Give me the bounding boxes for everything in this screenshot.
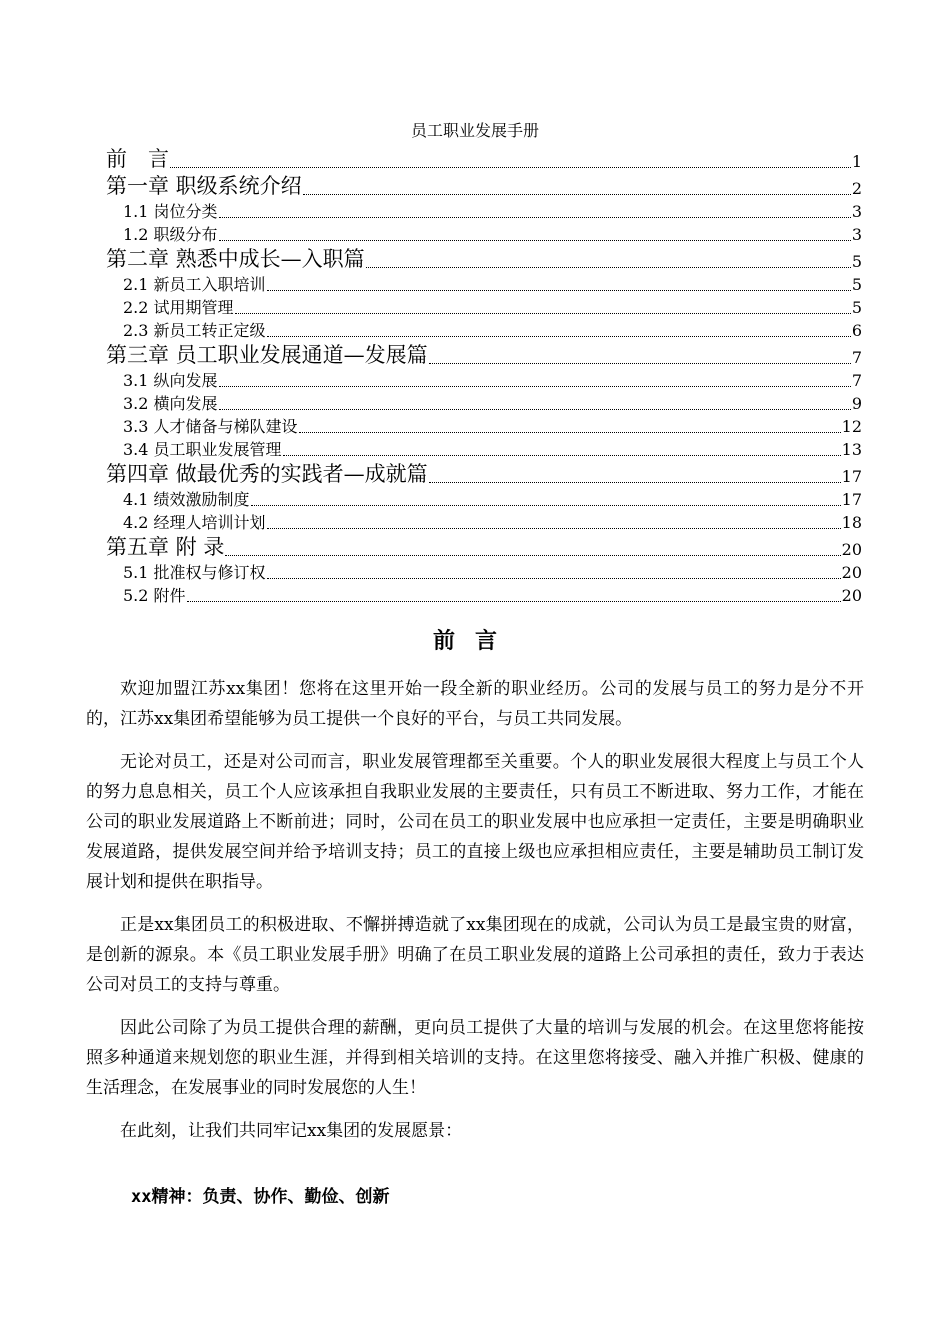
toc-leader-dots [366,266,851,268]
toc-page-number: 20 [841,540,862,559]
toc-section-entry[interactable] [106,319,862,342]
toc-page-number: 12 [841,417,862,436]
toc-chapter-entry[interactable] [106,534,862,561]
toc-page-number: 9 [851,394,862,413]
toc-page-number: 5 [851,298,862,317]
toc-leader-dots [219,385,851,387]
body-text [86,674,864,1159]
paragraph: 无论对员工，还是对公司而言，职业发展管理都至关重要。个人的职业发展很大程度上与员工个人的努力息息相关，员工个人应该承担自我职业发展的主要责任，只有员工不断进取、努力工作，才能在公司的职业发展道路上不断前进；同时，公司在员工的职业发展中也应承担一定责任，主要是明确职业发展道路，提供发展空间并给予培训支持；员工的直接上级也应承担相应责任，主要是辅助员工制订发展计划和提供在职指导。 [86,752,864,892]
toc-entry-title: 第四章 做最优秀的实践者—成就篇 [106,462,428,486]
toc-page-number: 20 [841,563,862,582]
toc-section-entry[interactable] [106,584,862,607]
toc-section-entry[interactable] [106,415,862,438]
toc-leader-dots [187,600,841,602]
toc-leader-dots [267,527,841,529]
toc-page-number: 3 [851,225,862,244]
toc-entry-title: 2.1 新员工入职培训 [123,275,266,294]
company-spirit: xx精神：负责、协作、勤俭、创新 [131,1187,390,1207]
toc-section-entry[interactable] [106,200,862,223]
toc-entry-title: 前 言 [106,147,169,171]
toc-entry-title: 3.4 员工职业发展管理 [123,440,282,459]
toc-leader-dots [219,408,851,410]
toc-section-entry[interactable] [106,273,862,296]
toc-section-entry[interactable] [106,561,862,584]
toc-leader-dots [170,166,851,168]
toc-page-number: 20 [841,586,862,605]
toc-entry-title: 3.2 横向发展 [123,394,218,413]
toc-section-entry[interactable] [106,438,862,461]
paragraph: 在此刻，让我们共同牢记xx集团的发展愿景： [120,1121,463,1141]
table-of-contents [106,146,862,607]
document-title: 员工职业发展手册 [410,121,539,140]
toc-page-number: 17 [841,490,862,509]
toc-page-number: 1 [851,152,862,171]
toc-section-entry[interactable] [106,223,862,246]
toc-page-number: 5 [851,252,862,271]
toc-page-number: 6 [851,321,862,340]
toc-section-entry[interactable] [106,488,862,511]
toc-page-number: 7 [851,371,862,390]
toc-entry-title: 1.2 职级分布 [123,225,218,244]
toc-entry-title: 1.1 岗位分类 [123,202,218,221]
toc-section-entry[interactable] [106,369,862,392]
toc-leader-dots [219,216,851,218]
paragraph: 欢迎加盟江苏xx集团！您将在这里开始一段全新的职业经历。公司的发展与员工的努力是分不开的，江苏xx集团希望能够为员工提供一个良好的平台，与员工共同发展。 [86,679,864,729]
toc-page-number: 18 [841,513,862,532]
toc-entry-title: 2.3 新员工转正定级 [123,321,266,340]
toc-chapter-entry[interactable] [106,461,862,488]
toc-leader-dots [283,454,841,456]
toc-leader-dots [299,431,841,433]
toc-leader-dots [251,504,841,506]
toc-section-entry[interactable] [106,392,862,415]
toc-entry-title: 4.2 经理人培训计划 [123,513,266,532]
toc-entry-title: 4.1 绩效激励制度 [123,490,250,509]
toc-page-number: 7 [851,348,862,367]
toc-leader-dots [429,362,851,364]
toc-page-number: 13 [841,440,862,459]
toc-entry-title: 第五章 附 录 [106,535,225,559]
toc-page-number: 5 [851,275,862,294]
toc-entry-title: 3.1 纵向发展 [123,371,218,390]
toc-entry-title: 5.1 批准权与修订权 [123,563,266,582]
toc-chapter-entry[interactable] [106,246,862,273]
toc-leader-dots [303,193,851,195]
toc-chapter-entry[interactable] [106,342,862,369]
toc-page-number: 3 [851,202,862,221]
toc-leader-dots [225,554,840,556]
toc-page-number: 17 [841,467,862,486]
toc-leader-dots [235,312,851,314]
toc-leader-dots [219,239,851,241]
toc-entry-title: 第一章 职级系统介绍 [106,174,302,198]
section-heading: 前言 [432,628,517,654]
paragraph: 因此公司除了为员工提供合理的薪酬，更向员工提供了大量的培训与发展的机会。在这里您将能按照多种通道来规划您的职业生涯，并得到相关培训的支持。在这里您将接受、融入并推广积极、健康的生活理念，在发展事业的同时发展您的人生！ [86,1018,864,1098]
toc-entry-title: 第二章 熟悉中成长—入职篇 [106,247,365,271]
toc-leader-dots [429,481,841,483]
toc-entry-title: 2.2 试用期管理 [123,298,234,317]
toc-section-entry[interactable] [106,511,862,534]
toc-page-number: 2 [851,179,862,198]
paragraph: 正是xx集团员工的积极进取、不懈拼搏造就了xx集团现在的成就，公司认为员工是最宝贵的财富，是创新的源泉。本《员工职业发展手册》明确了在员工职业发展的道路上公司承担的责任，致力于表达公司对员工的支持与尊重。 [86,915,864,995]
toc-entry-title: 第三章 员工职业发展通道—发展篇 [106,343,428,367]
toc-chapter-entry[interactable] [106,146,862,173]
toc-leader-dots [267,335,851,337]
toc-leader-dots [267,577,841,579]
toc-section-entry[interactable] [106,296,862,319]
toc-entry-title: 5.2 附件 [123,586,186,605]
toc-leader-dots [267,289,851,291]
toc-entry-title: 3.3 人才储备与梯队建设 [123,417,298,436]
toc-chapter-entry[interactable] [106,173,862,200]
